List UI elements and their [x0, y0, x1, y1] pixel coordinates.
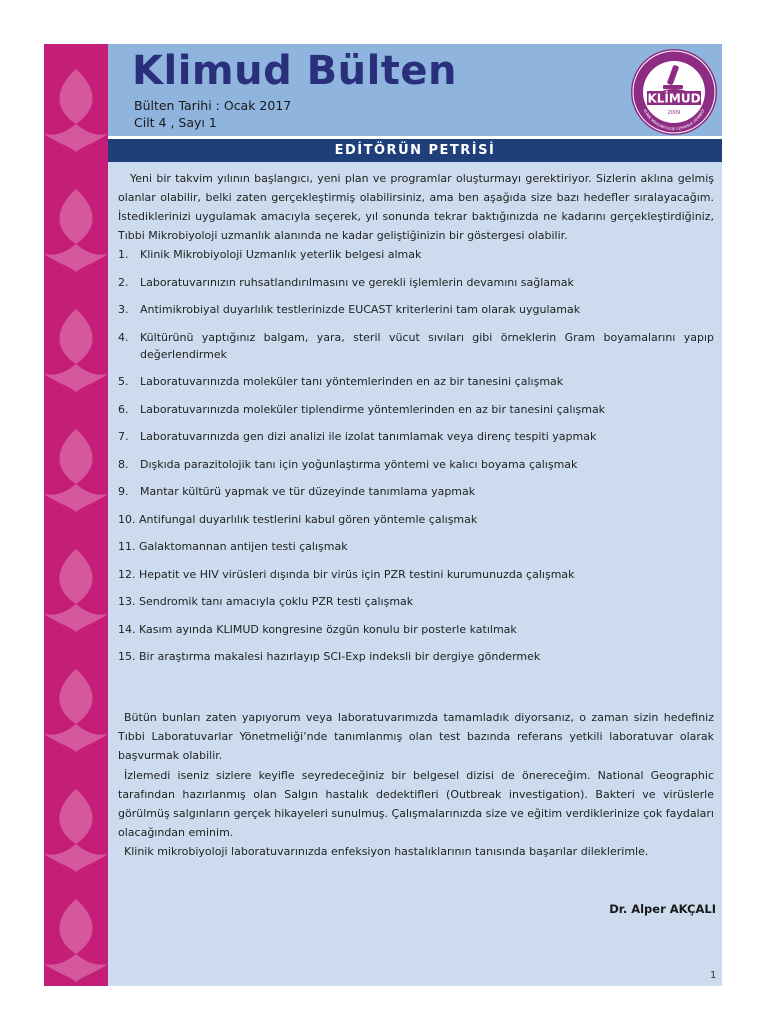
list-item-text: Klinik Mikrobiyoloji Uzmanlık yeterlik belgesi almak	[140, 248, 422, 261]
list-item-text: Laboratuvarınızda gen dizi analizi ile izolat tanımlamak veya direnç tespiti yapmak	[140, 430, 597, 443]
issue-date: Bülten Tarihi : Ocak 2017	[134, 98, 292, 113]
floral-ornament-icon	[44, 304, 108, 394]
list-item-text: 11. Galaktomannan antijen testi çalışmak	[118, 540, 348, 553]
author-signature: Dr. Alper AKÇALI	[609, 902, 716, 916]
floral-ornament-icon	[44, 784, 108, 874]
list-item	[118, 373, 714, 390]
list-item	[118, 301, 714, 318]
klimud-logo-icon	[629, 47, 719, 137]
list-item-number: 5.	[118, 375, 129, 388]
list-item-text: 15. Bir araştırma makalesi hazırlayıp SCI-Exp indeksli bir dergiye göndermek	[118, 650, 541, 663]
list-item	[118, 401, 714, 418]
list-item	[118, 566, 714, 583]
list-item-text: Antimikrobiyal duyarlılık testlerinizde EUCAST kriterlerini tam olarak uygulamak	[140, 303, 581, 316]
logo-name: KLİMUD	[647, 91, 701, 106]
floral-ornament-icon	[44, 664, 108, 754]
list-item-text: 13. Sendromik tanı amacıyla çoklu PZR testi çalışmak	[118, 595, 414, 608]
list-item-number: 4.	[118, 330, 129, 344]
list-item-number: 2.	[118, 275, 129, 289]
list-item-text: 12. Hepatit ve HIV virüsleri dışında bir virüs için PZR testini kurumunuzda çalışmak	[118, 567, 575, 581]
list-item-number: 1.	[118, 248, 129, 261]
floral-ornament-icon	[44, 424, 108, 514]
list-item	[118, 621, 714, 638]
list-item-number: 8.	[118, 457, 129, 471]
intro-paragraph: Yeni bir takvim yılının başlangıcı, yeni plan ve programlar oluşturmayı gerektiriyor. Sizlerin aklına gelmiş olanlar olabilir, belki zaten gerçekleştirmiş olabilirsiniz, ama ben aşağıda size bazı hedefler sıralayacağım. İstediklerinizi uygulamak amacıyla seçerek, yıl sonunda tekrar baktığınızda ne kadarını gerçekleştirdiğiniz, Tıbbi Mikrobiyoloji uzmanlık alanında ne kadar geliştiğinizin bir göstergesi olabilir.	[118, 172, 714, 242]
volume-issue: Cilt 4 , Sayı 1	[134, 115, 217, 130]
goal-list	[118, 246, 714, 676]
section-title: EDİTÖRÜN PETRİSİ	[334, 143, 496, 158]
page-number: 1	[710, 970, 717, 981]
list-item-number: 3.	[118, 303, 129, 316]
body-paragraph: Bütün bunları zaten yapıyorum veya laboratuvarımızda tamamladık diyorsanız, o zaman sizin hedefiniz Tıbbi Laboratuvarlar Yönetmeliği’nde tanımlanmış olan test bazında referans yetkili laboratuvar olarak başvurmak olabilir.	[118, 711, 714, 762]
floral-ornament-icon	[44, 184, 108, 274]
list-item	[118, 483, 714, 500]
logo-year: 2009	[667, 110, 681, 116]
list-item-text: Dışkıda parazitolojik tanı için yoğunlaştırma yöntemi ve kalıcı boyama çalışmak	[140, 457, 578, 471]
list-item-text: Kültürünü yaptığınız balgam, yara, steril vücut sıvıları gibi örneklerin Gram boyamalarını yapıp değerlendirmek	[140, 330, 714, 361]
body-paragraph: Klinik mikrobiyoloji laboratuvarınızda enfeksiyon hastalıklarının tanısında başarılar dileklerimle.	[124, 845, 649, 858]
list-item	[118, 456, 714, 473]
list-item	[118, 593, 714, 610]
list-item-number: 9.	[118, 485, 129, 498]
list-item-text: Laboratuvarınızın ruhsatlandırılmasını ve gerekli işlemlerin devamını sağlamak	[140, 275, 574, 289]
newsletter-title: Klimud Bülten	[132, 48, 458, 94]
list-item-text: Laboratuvarınızda moleküler tanı yöntemlerinden en az bir tanesini çalışmak	[140, 375, 564, 388]
list-item	[118, 274, 714, 291]
list-item	[118, 648, 714, 665]
list-item	[118, 511, 714, 528]
body-paragraph: İzlemedi iseniz sizlere keyifle seyredeceğiniz bir belgesel dizisi de önereceğim. National Geographic tarafından hazırlanmış olan Salgın hastalık dedektifleri (Outbreak investigation). Bakteri ve virüslerle görülmüş salgınların gerçek hikayeleri sunulmuş. Çalışmalarınızda size ve eğitim verdiklerinize çok faydaları olacağından eminim.	[118, 769, 714, 839]
article-body	[108, 162, 722, 986]
list-item	[118, 329, 714, 363]
list-item-number: 6.	[118, 402, 129, 416]
decorative-sidebar	[44, 44, 108, 986]
list-item-number: 7.	[118, 430, 129, 443]
floral-ornament-icon	[44, 544, 108, 634]
floral-ornament-icon	[44, 894, 108, 984]
list-item	[118, 428, 714, 445]
list-item	[118, 246, 714, 263]
section-title-bar	[108, 139, 722, 162]
list-item	[118, 538, 714, 555]
list-item-text: 14. Kasım ayında KLIMUD kongresine özgün konulu bir posterle katılmak	[118, 622, 517, 636]
list-item-text: 10. Antifungal duyarlılık testlerini kabul gören yöntemle çalışmak	[118, 512, 478, 526]
list-item-text: Mantar kültürü yapmak ve tür düzeyinde tanımlama yapmak	[140, 485, 476, 498]
floral-ornament-icon	[44, 64, 108, 154]
logo-ring-text: KLİNİK MİKROBİYOLOJİ UZMANLIK DERNEĞİ	[642, 108, 706, 132]
list-item-text: Laboratuvarınızda moleküler tiplendirme yöntemlerinden en az bir tanesini çalışmak	[140, 402, 606, 416]
